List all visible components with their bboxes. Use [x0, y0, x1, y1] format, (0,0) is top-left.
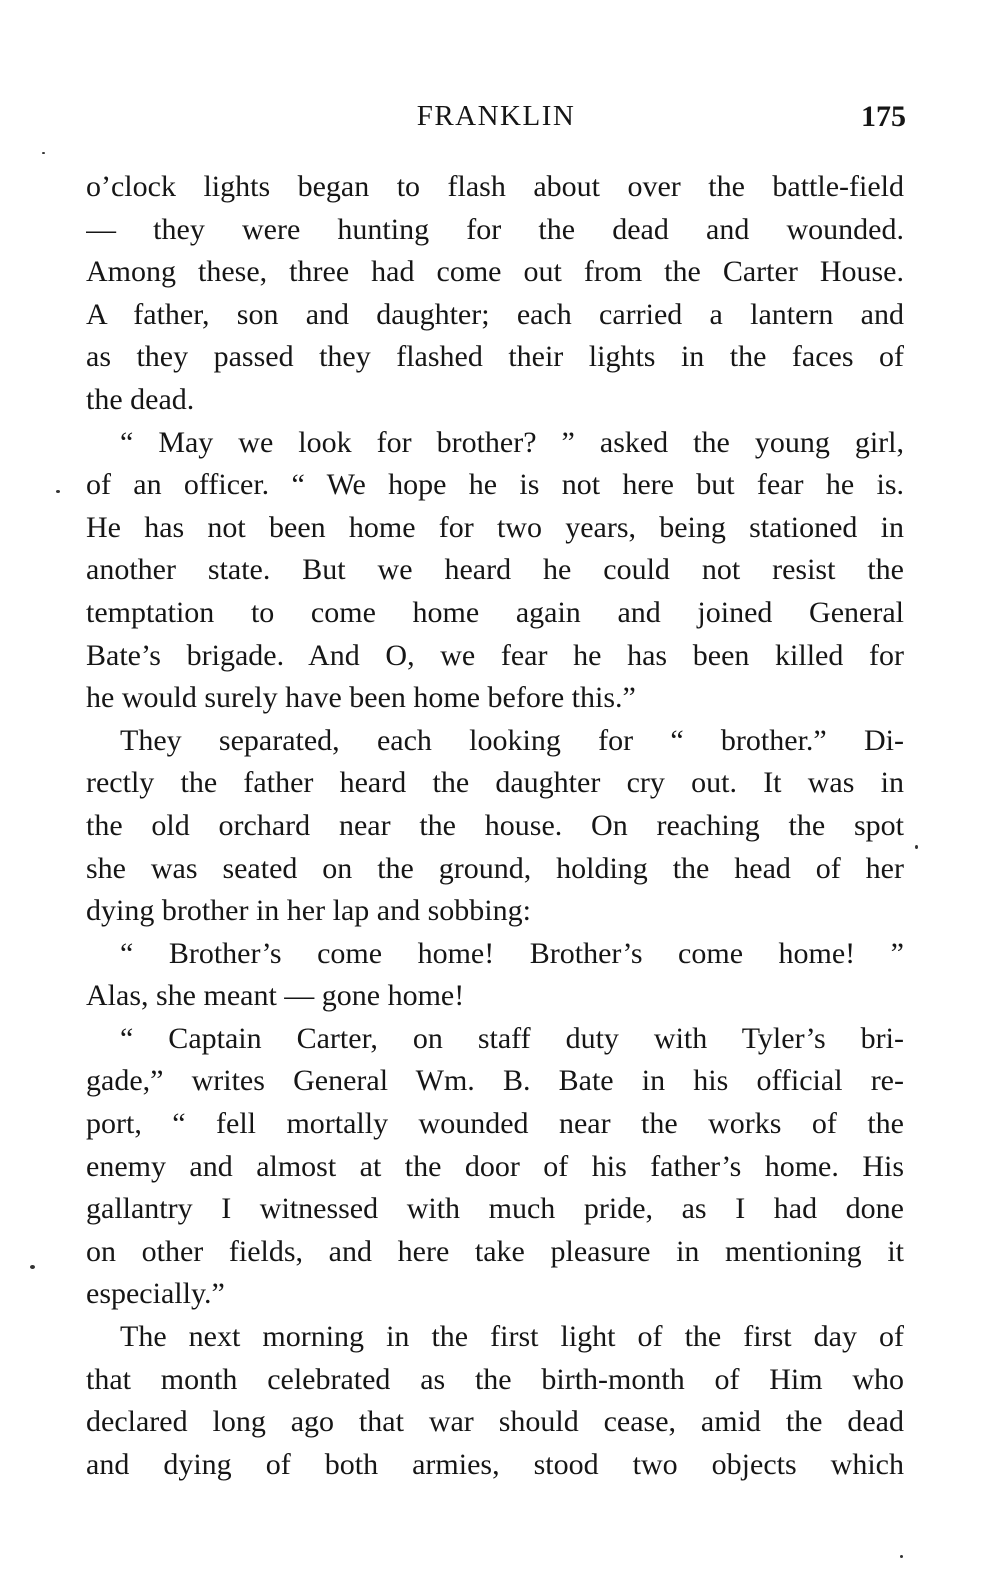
text-line: that month celebrated as the birth-month of Him who — [86, 1362, 904, 1396]
scan-speck — [42, 152, 45, 154]
scan-speck — [900, 1555, 903, 1558]
running-head — [86, 100, 906, 144]
text-line: He has not been home for two years, being stationed in — [86, 510, 904, 544]
text-line: on other fields, and here take pleasure in mentioning it — [86, 1234, 904, 1268]
text-line: — they were hunting for the dead and wounded. — [86, 212, 904, 246]
text-line: rectly the father heard the daughter cry out. It was in — [86, 766, 904, 800]
text-line: she was seated on the ground, holding the head of her — [86, 851, 904, 885]
text-line: gallantry I witnessed with much pride, as I had done — [86, 1192, 904, 1226]
scan-speck — [30, 1265, 35, 1269]
text-line: dying brother in her lap and sobbing: — [86, 894, 531, 928]
text-line: the dead. — [86, 382, 195, 416]
text-line: port, “ fell mortally wounded near the works of the — [86, 1107, 904, 1141]
text-line: of an officer. “ We hope he is not here but fear he is. — [86, 468, 904, 502]
text-line: especially.” — [86, 1277, 225, 1311]
scan-speck — [56, 490, 60, 493]
text-line: he would surely have been home before this.” — [86, 681, 636, 715]
text-line: gade,” writes General Wm. B. Bate in his official re- — [86, 1064, 904, 1098]
text-line: A father, son and daughter; each carried a lantern and — [86, 297, 904, 331]
text-line: as they passed they flashed their lights in the faces of — [86, 340, 904, 374]
running-title: FRANKLIN — [416, 100, 576, 132]
text-line: the old orchard near the house. On reaching the spot — [86, 808, 904, 842]
paragraph-first-line: They separated, each looking for “ brother.” Di- — [120, 723, 904, 757]
text-line: another state. But we heard he could not resist the — [86, 553, 904, 587]
text-line: Among these, three had come out from the Carter House. — [86, 255, 904, 289]
paragraph-first-line: “ May we look for brother? ” asked the young girl, — [120, 425, 904, 459]
paragraph-first-line: “ Brother’s come home! Brother’s come home! ” — [120, 936, 904, 970]
text-line: Alas, she meant — gone home! — [86, 979, 465, 1013]
text-line: temptation to come home again and joined General — [86, 595, 904, 629]
paragraph-first-line: The next morning in the first light of the first day of — [120, 1320, 904, 1354]
scan-speck — [915, 845, 918, 849]
text-line: and dying of both armies, stood two objects which — [86, 1447, 904, 1481]
text-line: Bate’s brigade. And O, we fear he has been killed for — [86, 638, 904, 672]
text-line: declared long ago that war should cease, amid the dead — [86, 1405, 904, 1439]
page-number: 175 — [861, 100, 906, 133]
body-text — [86, 166, 904, 1486]
text-line: o’clock lights began to flash about over the battle-field — [86, 170, 904, 203]
text-line: enemy and almost at the door of his father’s home. His — [86, 1149, 904, 1183]
paragraph-first-line: “ Captain Carter, on staff duty with Tyler’s bri- — [120, 1021, 904, 1055]
